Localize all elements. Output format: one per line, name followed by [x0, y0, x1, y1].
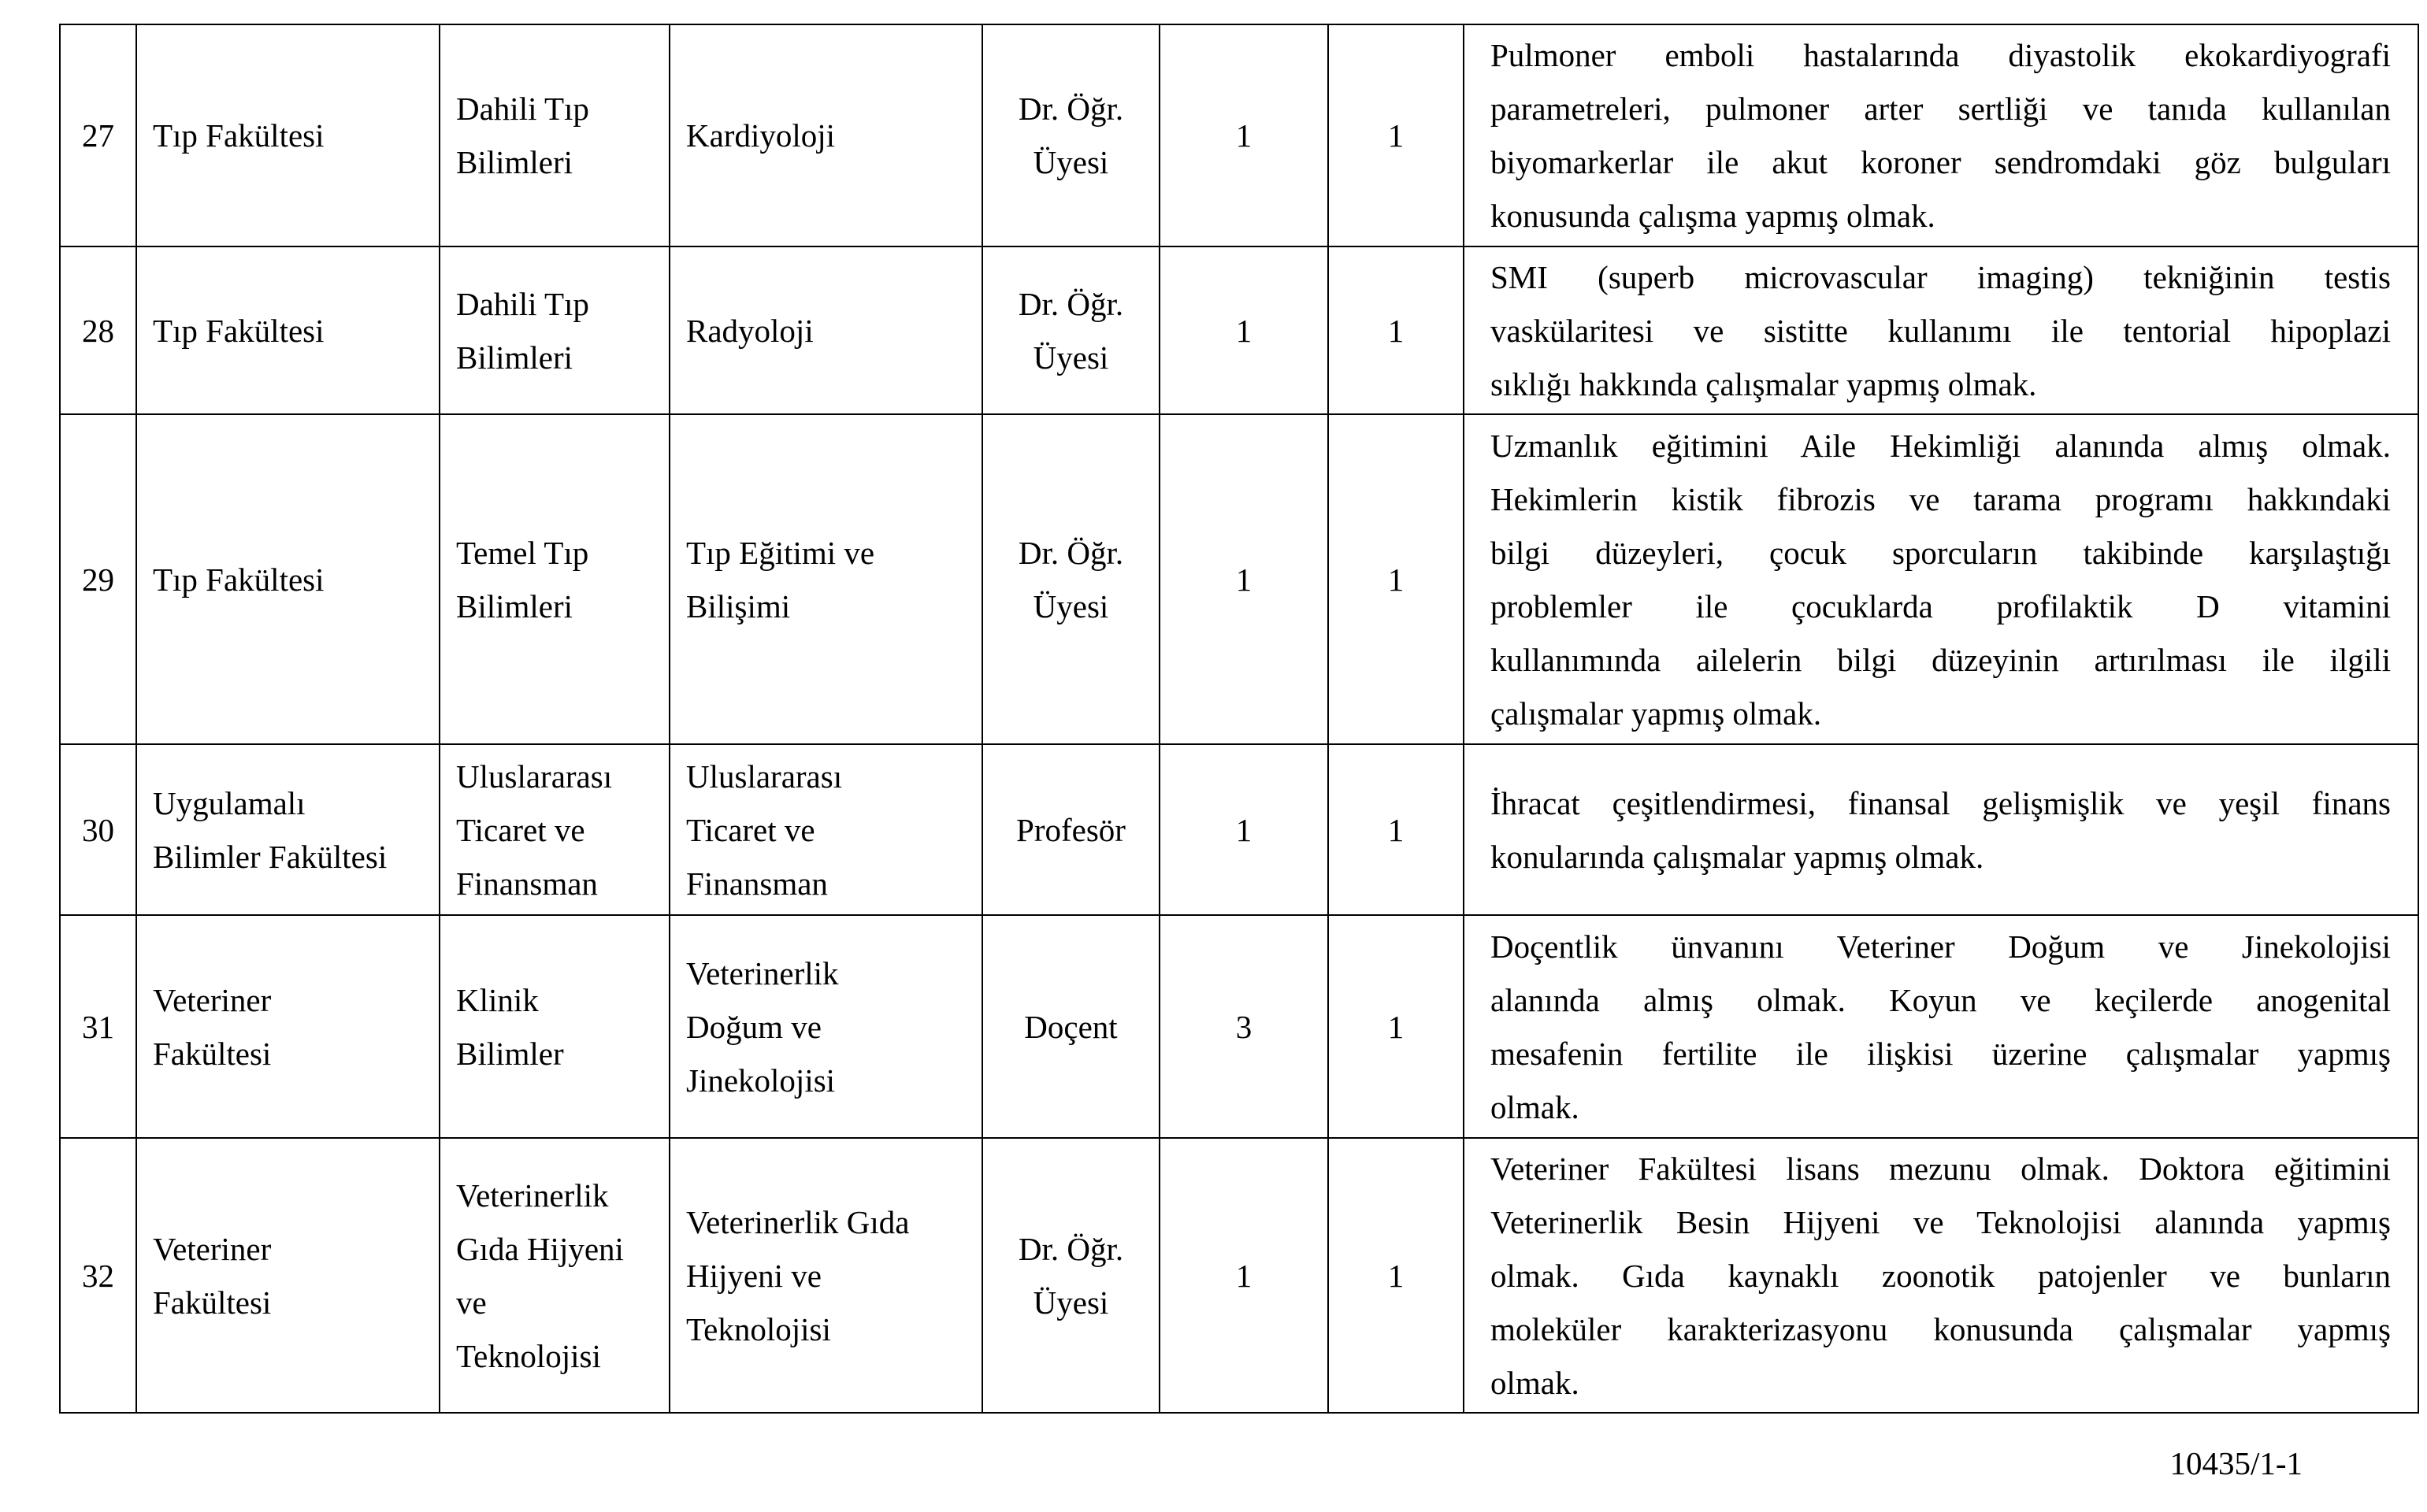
- faculty-cell-line: Fakültesi: [153, 1035, 272, 1072]
- requirements-cell-line: Veteriner Fakültesi lisans mezunu olmak. Doktora eğitimini: [1490, 1150, 2391, 1187]
- field-cell-line: Teknolojisi: [686, 1310, 831, 1347]
- table-row: [60, 915, 2418, 1138]
- department-cell: [440, 744, 670, 915]
- position-count-cell: 1: [1160, 246, 1328, 414]
- faculty-cell-line: Tıp Fakültesi: [153, 312, 325, 349]
- requirements-cell-line: parametreleri, pulmoner arter sertliği ve tanıda kullanılan: [1490, 91, 2391, 127]
- table-row: [60, 24, 2418, 246]
- field-cell-line: Veterinerlik Gıda: [686, 1203, 910, 1240]
- faculty-cell-line: Veteriner: [153, 1230, 272, 1267]
- requirements-cell-line: mesafenin fertilite ile ilişkisi üzerine çalışmalar yapmış: [1490, 1035, 2391, 1072]
- title-cell-line: Dr. Öğr.: [1018, 91, 1124, 127]
- field-cell-line: Veterinerlik: [686, 954, 839, 991]
- position-count-cell: 1: [1160, 744, 1328, 915]
- faculty-cell: [136, 246, 440, 414]
- field-cell-line: Kardiyoloji: [686, 117, 836, 154]
- position-count-cell: 1: [1160, 24, 1328, 246]
- field-cell-line: Radyoloji: [686, 312, 814, 349]
- title-cell-line: Dr. Öğr.: [1018, 534, 1124, 571]
- title-cell-line: Üyesi: [1033, 144, 1109, 180]
- title-cell: [982, 414, 1160, 744]
- requirements-cell: [1464, 915, 2418, 1138]
- requirements-cell-line: moleküler karakterizasyonu konusunda çalışmalar yapmış: [1490, 1310, 2391, 1347]
- quota-cell: 1: [1328, 414, 1464, 744]
- quota-cell: 1: [1328, 1138, 1464, 1413]
- title-cell: [982, 246, 1160, 414]
- department-cell-line: Temel Tıp: [456, 534, 589, 571]
- table-body: [60, 24, 2418, 1413]
- row-number: 30: [60, 744, 136, 915]
- quota-cell: 1: [1328, 915, 1464, 1138]
- requirements-cell-line: Hekimlerin kistik fibrozis ve tarama programı hakkındaki: [1490, 480, 2391, 517]
- requirements-cell: [1464, 414, 2418, 744]
- requirements-cell-line: konusunda çalışma yapmış olmak.: [1490, 198, 1935, 234]
- department-cell: [440, 1138, 670, 1413]
- requirements-cell: [1464, 1138, 2418, 1413]
- quota-cell: 1: [1328, 246, 1464, 414]
- requirements-cell-line: vaskülaritesi ve sistitte kullanımı ile tentorial hipoplazi: [1490, 312, 2391, 349]
- requirements-cell-line: alanında almış olmak. Koyun ve keçilerde anogenital: [1490, 981, 2391, 1018]
- faculty-cell-line: Fakültesi: [153, 1284, 272, 1321]
- row-number: 27: [60, 24, 136, 246]
- title-cell: [982, 915, 1160, 1138]
- title-cell: [982, 24, 1160, 246]
- title-cell: [982, 744, 1160, 915]
- field-cell: [670, 24, 982, 246]
- department-cell-line: ve: [456, 1284, 487, 1321]
- position-count-cell: 1: [1160, 1138, 1328, 1413]
- requirements-cell-line: Doçentlik ünvanını Veteriner Doğum ve Jinekolojisi: [1490, 928, 2391, 965]
- faculty-cell: [136, 915, 440, 1138]
- requirements-cell-line: bilgi düzeyleri, çocuk sporcuların takibinde karşılaştığı: [1490, 534, 2391, 571]
- field-cell: [670, 744, 982, 915]
- requirements-cell-line: İhracat çeşitlendirmesi, finansal gelişmişlik ve yeşil finans: [1490, 784, 2391, 821]
- faculty-cell: [136, 744, 440, 915]
- requirements-cell-line: kullanımında ailelerin bilgi düzeyinin artırılması ile ilgili: [1490, 641, 2391, 678]
- page-reference: 10435/1-1: [2169, 1445, 2303, 1481]
- department-cell-line: Bilimleri: [456, 144, 573, 180]
- row-number: 31: [60, 915, 136, 1138]
- requirements-cell-line: SMI (superb microvascular imaging) tekniğinin testis: [1490, 258, 2391, 295]
- title-cell: [982, 1138, 1160, 1413]
- requirements-cell-line: olmak. Gıda kaynaklı zoonotik patojenler ve bunların: [1490, 1257, 2391, 1294]
- faculty-cell-line: Bilimler Fakültesi: [153, 838, 388, 875]
- title-cell-line: Dr. Öğr.: [1018, 1230, 1124, 1267]
- department-cell-line: Bilimleri: [456, 339, 573, 376]
- field-cell-line: Uluslararası: [686, 758, 843, 795]
- department-cell-line: Bilimleri: [456, 587, 573, 624]
- requirements-cell-line: çalışmalar yapmış olmak.: [1490, 695, 1822, 732]
- department-cell: [440, 915, 670, 1138]
- department-cell: [440, 414, 670, 744]
- field-cell-line: Bilişimi: [686, 587, 791, 624]
- row-number: 32: [60, 1138, 136, 1413]
- department-cell-line: Finansman: [456, 865, 598, 902]
- requirements-cell-line: Veterinerlik Besin Hijyeni ve Teknolojisi alanında yapmış: [1490, 1203, 2391, 1240]
- title-cell-line: Profesör: [1016, 811, 1126, 848]
- department-cell-line: Uluslararası: [456, 758, 613, 795]
- table-row: [60, 744, 2418, 915]
- faculty-cell: [136, 1138, 440, 1413]
- department-cell-line: Ticaret ve: [456, 811, 585, 848]
- department-cell-line: Teknolojisi: [456, 1337, 601, 1374]
- requirements-cell-line: Pulmoner emboli hastalarında diyastolik ekokardiyografi: [1490, 37, 2391, 73]
- row-number: 28: [60, 246, 136, 414]
- field-cell-line: Finansman: [686, 865, 828, 902]
- requirements-cell-line: problemler ile çocuklarda profilaktik D vitamini: [1490, 587, 2391, 624]
- table-row: [60, 414, 2418, 744]
- faculty-cell: [136, 24, 440, 246]
- field-cell-line: Jinekolojisi: [686, 1062, 836, 1099]
- requirements-cell: [1464, 246, 2418, 414]
- positions-table: [59, 24, 2419, 1414]
- department-cell-line: Bilimler: [456, 1035, 564, 1072]
- title-cell-line: Doçent: [1024, 1008, 1118, 1045]
- title-cell-line: Üyesi: [1033, 587, 1109, 624]
- field-cell: [670, 1138, 982, 1413]
- faculty-cell-line: Veteriner: [153, 981, 272, 1018]
- department-cell-line: Gıda Hijyeni: [456, 1230, 624, 1267]
- table-row: [60, 1138, 2418, 1413]
- requirements-cell-line: Uzmanlık eğitimini Aile Hekimliği alanında almış olmak.: [1490, 427, 2391, 464]
- department-cell-line: Klinik: [456, 981, 539, 1018]
- table-row: [60, 246, 2418, 414]
- department-cell: [440, 24, 670, 246]
- department-cell-line: Dahili Tıp: [456, 91, 589, 127]
- field-cell-line: Tıp Eğitimi ve: [686, 534, 875, 571]
- title-cell-line: Üyesi: [1033, 1284, 1109, 1321]
- field-cell-line: Ticaret ve: [686, 811, 815, 848]
- requirements-cell-line: olmak.: [1490, 1364, 1579, 1401]
- faculty-cell-line: Tıp Fakültesi: [153, 561, 325, 598]
- requirements-cell-line: konularında çalışmalar yapmış olmak.: [1490, 838, 1984, 875]
- faculty-cell: [136, 414, 440, 744]
- position-count-cell: 3: [1160, 915, 1328, 1138]
- requirements-cell: [1464, 744, 2418, 915]
- field-cell: [670, 915, 982, 1138]
- title-cell-line: Dr. Öğr.: [1018, 285, 1124, 322]
- position-count-cell: 1: [1160, 414, 1328, 744]
- requirements-cell-line: biyomarkerlar ile akut koroner sendromdaki göz bulguları: [1490, 144, 2391, 180]
- department-cell-line: Veterinerlik: [456, 1177, 609, 1214]
- quota-cell: 1: [1328, 744, 1464, 915]
- department-cell: [440, 246, 670, 414]
- department-cell-line: Dahili Tıp: [456, 285, 589, 322]
- requirements-cell-line: sıklığı hakkında çalışmalar yapmış olmak.: [1490, 365, 2037, 402]
- quota-cell: 1: [1328, 24, 1464, 246]
- title-cell-line: Üyesi: [1033, 339, 1109, 376]
- faculty-cell-line: Uygulamalı: [153, 784, 306, 821]
- field-cell-line: Hijyeni ve: [686, 1257, 822, 1294]
- requirements-cell-line: olmak.: [1490, 1088, 1579, 1125]
- field-cell-line: Doğum ve: [686, 1008, 822, 1045]
- faculty-cell-line: Tıp Fakültesi: [153, 117, 325, 154]
- requirements-cell: [1464, 24, 2418, 246]
- row-number: 29: [60, 414, 136, 744]
- field-cell: [670, 414, 982, 744]
- field-cell: [670, 246, 982, 414]
